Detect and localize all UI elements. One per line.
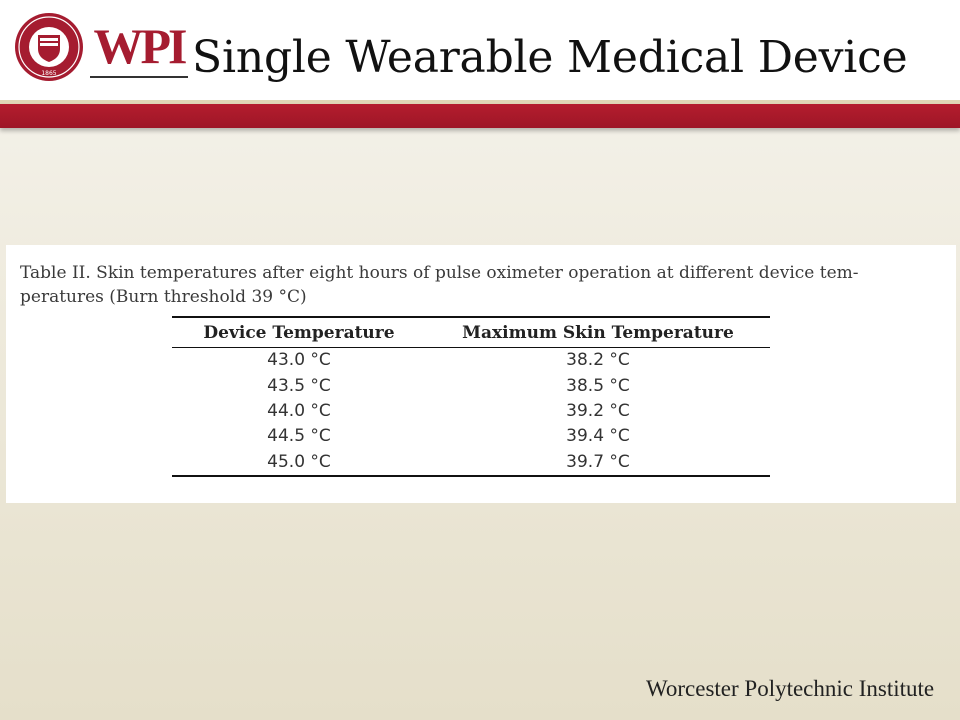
table-row	[172, 373, 770, 398]
wpi-wordmark	[90, 20, 188, 78]
logo-underline	[90, 76, 188, 78]
table-row	[172, 424, 770, 449]
skin-temp-cell: 39.2 °C	[566, 400, 630, 421]
skin-temp-cell: 38.5 °C	[566, 375, 630, 396]
caption-line-1: Table II. Skin temperatures after eight hours of pulse oximeter operation at different device tem-	[20, 263, 859, 283]
device-temp-cell: 43.5 °C	[267, 375, 331, 396]
table-row	[172, 348, 770, 374]
skin-temp-cell: 38.2 °C	[566, 350, 630, 371]
header-device-temperature: Device Temperature	[172, 317, 426, 348]
slide-header	[0, 0, 960, 100]
device-temp-cell: 44.5 °C	[267, 426, 331, 447]
table-caption	[20, 261, 940, 309]
wpi-seal-icon	[14, 12, 84, 82]
footer-institution-name: Worcester Polytechnic Institute	[646, 676, 935, 701]
table-row	[172, 450, 770, 476]
skin-temp-cell: 39.7 °C	[426, 450, 770, 476]
device-temp-cell: 45.0 °C	[172, 450, 426, 476]
header-divider-red	[0, 104, 960, 128]
device-temp-cell: 43.0 °C	[267, 350, 331, 371]
logo-text: WPI	[93, 18, 185, 74]
device-temp-cell: 44.0 °C	[267, 400, 331, 421]
page-title: Single Wearable Medical Device	[192, 32, 908, 83]
svg-text:1865: 1865	[41, 70, 57, 77]
temperature-table	[172, 316, 770, 477]
table-image-panel	[6, 245, 956, 503]
table-row	[172, 399, 770, 424]
caption-line-2: peratures (Burn threshold 39 °C)	[20, 287, 307, 307]
table-header-row	[172, 317, 770, 348]
header-max-skin-temperature: Maximum Skin Temperature	[426, 317, 770, 348]
skin-temp-cell: 39.4 °C	[566, 426, 630, 447]
